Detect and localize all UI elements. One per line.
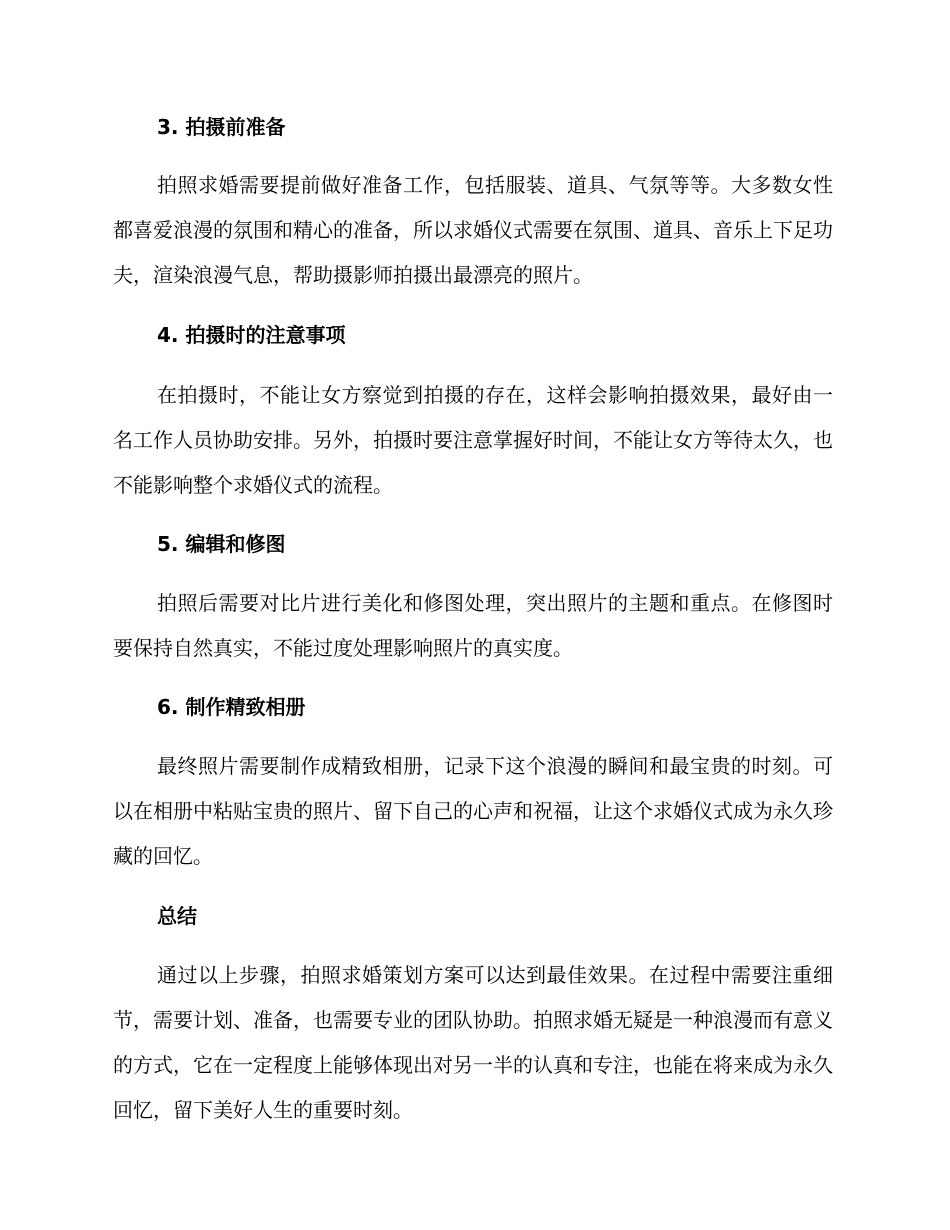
section-heading-shooting-notes: 4. 拍摄时的注意事项 [157,323,346,347]
section-heading-album: 6. 制作精致相册 [157,695,306,719]
section-paragraph-preparation: 拍照求婚需要提前做好准备工作，包括服装、道具、气氛等等。大多数女性都喜爱浪漫的氛围和精心的准备，所以求婚仪式需要在氛围、道具、音乐上下足功夫，渲染浪漫气息，帮助摄影师拍摄出最漂亮的照片。 [113,173,833,287]
section-heading-editing: 5. 编辑和修图 [157,532,286,556]
section-paragraph-album: 最终照片需要制作成精致相册，记录下这个浪漫的瞬间和最宝贵的时刻。可以在相册中粘贴宝贵的照片、留下自己的心声和祝福，让这个求婚仪式成为永久珍藏的回忆。 [113,754,833,868]
section-paragraph-editing: 拍照后需要对比片进行美化和修图处理，突出照片的主题和重点。在修图时要保持自然真实，不能过度处理影响照片的真实度。 [113,591,833,660]
section-paragraph-shooting-notes: 在拍摄时，不能让女方察觉到拍摄的存在，这样会影响拍摄效果，最好由一名工作人员协助安排。另外，拍摄时要注意掌握好时间，不能让女方等待太久，也不能影响整个求婚仪式的流程。 [113,383,833,497]
section-heading-summary: 总结 [157,904,197,928]
section-heading-preparation: 3. 拍摄前准备 [157,115,286,139]
section-paragraph-summary: 通过以上步骤，拍照求婚策划方案可以达到最佳效果。在过程中需要注重细节，需要计划、准备，也需要专业的团队协助。拍照求婚无疑是一种浪漫而有意义的方式，它在一定程度上能够体现出对另一半的认真和专注，也能在将来成为永久回忆，留下美好人生的重要时刻。 [113,963,833,1122]
